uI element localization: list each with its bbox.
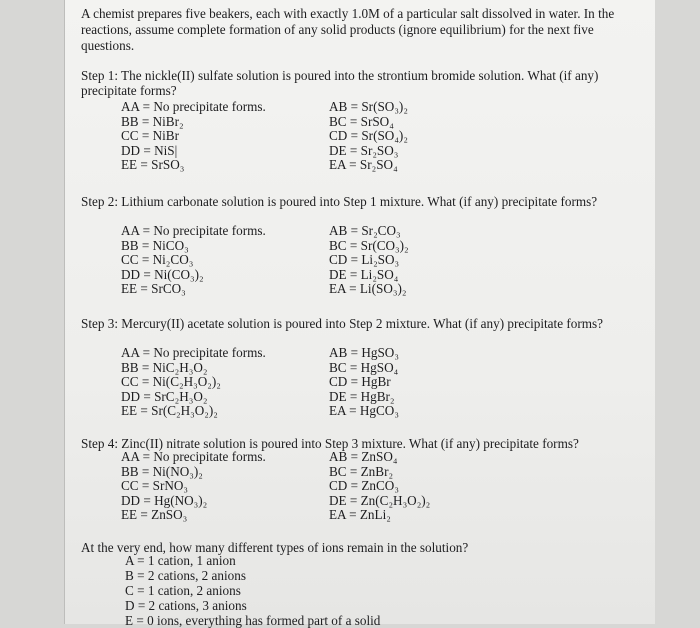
answer-option: D = 2 cations, 3 anions	[125, 598, 247, 613]
choice: BC = Sr(CO₃)₂	[329, 237, 409, 253]
answer-option: B = 2 cations, 2 anions	[125, 568, 246, 583]
choice: CC = SrNO₃	[121, 478, 188, 494]
choice: DD = Ni(CO₃)₂	[121, 266, 204, 282]
answer-option: A = 1 cation, 1 anion	[125, 553, 236, 568]
choice: DE = Zn(C₂H₃O₂)₂	[329, 492, 431, 508]
step-1-choices-left	[121, 100, 266, 173]
choice: DE = Sr₂SO₃	[329, 142, 399, 158]
choice: BC = SrSO₄	[329, 113, 394, 129]
step-4-choices-left	[121, 450, 266, 523]
choice: BB = NiC₂H₃O₂	[121, 359, 208, 375]
choice: AB = Sr₂CO₃	[329, 223, 401, 238]
step-4-choices-right	[329, 450, 430, 523]
intro-text: A chemist prepares five beakers, each with exactly 1.0M of a particular salt dissolved in water. In the reactions, assume complete formation of any solid products (ignore equilibrium) for the next five questions.	[81, 6, 615, 53]
choice: BC = ZnBr₂	[329, 463, 394, 479]
choice: EE = Sr(C₂H₃O₂)₂	[121, 403, 218, 419]
step-3-question: Step 3: Mercury(II) acetate solution is poured into Step 2 mixture. What (if any) precipitate forms?	[81, 316, 603, 331]
choice: AA = No precipitate forms.	[121, 449, 266, 464]
choice: AB = ZnSO₄	[329, 449, 398, 464]
final-options	[125, 553, 380, 628]
choice: BC = HgSO₄	[329, 359, 399, 375]
choice: EE = SrCO₃	[121, 281, 186, 297]
choice: DD = SrC₂H₃O₂	[121, 388, 208, 404]
choice: EE = SrSO₃	[121, 157, 185, 173]
choice: CD = Sr(SO₄)₂	[329, 128, 408, 144]
choice: CC = Ni₂CO₃	[121, 252, 194, 268]
worksheet-page	[64, 0, 655, 628]
choice: EA = ZnLi₂	[329, 507, 391, 523]
choice: AA = No precipitate forms.	[121, 345, 266, 360]
step-3-choices-left	[121, 346, 266, 419]
step-2-question: Step 2: Lithium carbonate solution is poured into Step 1 mixture. What (if any) precipitate forms?	[81, 194, 598, 209]
answer-option: C = 1 cation, 2 anions	[125, 583, 241, 598]
step-2-choices-left	[121, 224, 266, 297]
choice: DE = Li₂SO₄	[329, 266, 399, 282]
choice: EA = Sr₂SO₄	[329, 157, 398, 173]
final-question: At the very end, how many different types of ions remain in the solution?	[81, 540, 469, 555]
choice: AB = Sr(SO₃)₂	[329, 99, 408, 114]
step-2-choices-right	[329, 224, 409, 297]
choice: AA = No precipitate forms.	[121, 99, 266, 114]
answer-option: E = 0 ions, everything has formed part of a solid	[125, 613, 381, 628]
choice: EA = HgCO₃	[329, 403, 399, 419]
choice: BB = NiCO₃	[121, 237, 189, 253]
step-3-choices-right	[329, 346, 399, 419]
choice: AA = No precipitate forms.	[121, 223, 266, 238]
choice: CD = HgBr	[329, 374, 391, 390]
choice: CC = Ni(C₂H₃O₂)₂	[121, 374, 221, 390]
choice: AB = HgSO₃	[329, 345, 399, 360]
choice: EA = Li(SO₃)₂	[329, 281, 407, 297]
step-1-question: Step 1: The nickle(II) sulfate solution is poured into the strontium bromide solution. What (if any) precipitate forms?	[81, 68, 599, 98]
choice: DE = HgBr₂	[329, 388, 395, 404]
choice: EE = ZnSO₃	[121, 507, 188, 523]
choice: CD = Li₂SO₃	[329, 252, 400, 268]
choice: BB = Ni(NO₃)₂	[121, 463, 203, 479]
step-4-question: Step 4: Zinc(II) nitrate solution is poured into Step 3 mixture. What (if any) precipitate forms?	[81, 436, 579, 451]
step-1-choices-right	[329, 100, 408, 173]
choice: BB = NiBr₂	[121, 113, 184, 129]
choice: CC = NiBr	[121, 128, 179, 144]
choice: CD = ZnCO₃	[329, 478, 399, 494]
choice: DD = NiS|	[121, 142, 178, 158]
choice: DD = Hg(NO₃)₂	[121, 492, 208, 508]
